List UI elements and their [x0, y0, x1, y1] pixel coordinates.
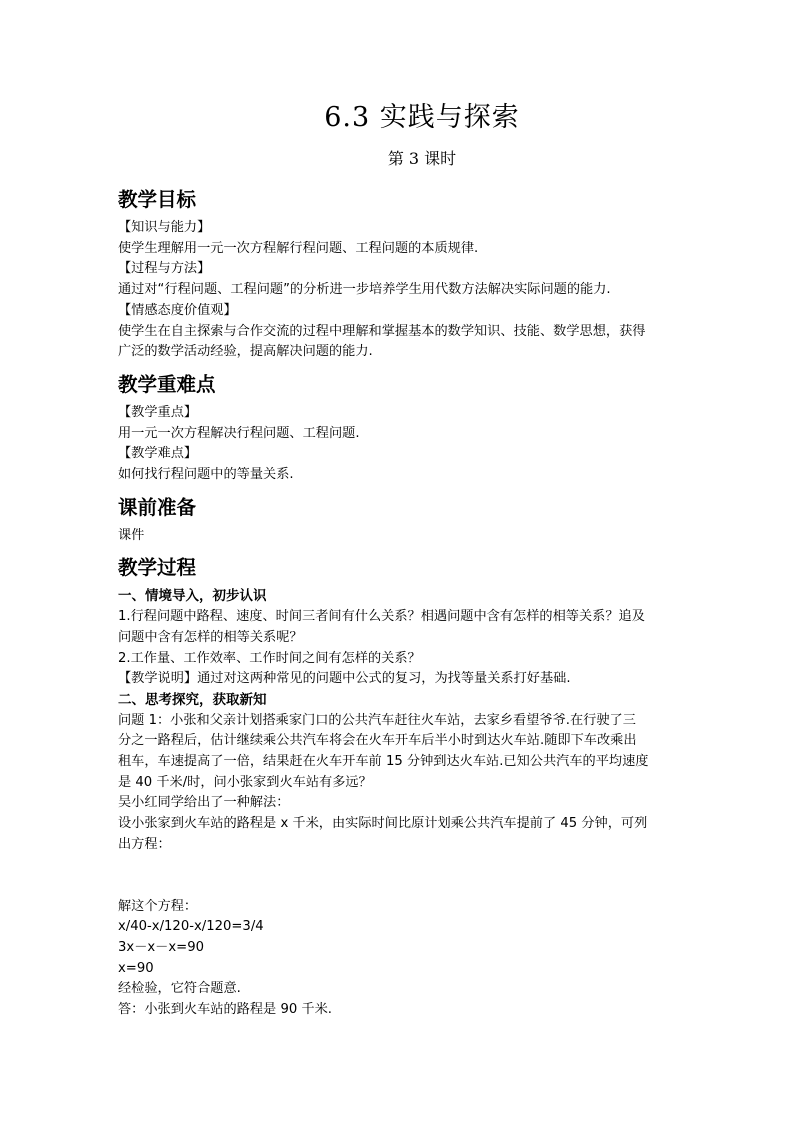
focus-label: 【教学重点】 — [118, 404, 198, 420]
setup-line-2: 出方程： — [118, 836, 171, 852]
setup-line-1: 设小张家到火车站的路程是 x 千米，由实际时间比原计划乘公共汽车提前了 45 分钟，可列 — [118, 816, 648, 832]
step1-question2: 2.工作量、工作效率、工作时间之间有怎样的关系？ — [118, 650, 421, 666]
equation-3: x=90 — [118, 960, 154, 976]
process-heading: 教学过程 — [118, 556, 197, 580]
equation-placeholder-space — [118, 856, 678, 897]
preparation-heading: 课前准备 — [118, 495, 197, 519]
difficulty-label: 【教学难点】 — [118, 446, 198, 462]
attitude-text-line-1: 使学生在自主探索与合作交流的过程中理解和掌握基本的数学知识、技能、数学思想，获得 — [118, 323, 646, 339]
problem1-line-4: 是 40 千米/时，问小张家到火车站有多远？ — [118, 774, 372, 790]
focus-text: 用一元一次方程解决行程问题、工程问题. — [118, 425, 360, 441]
process-label: 【过程与方法】 — [118, 261, 211, 277]
attitude-text-line-2: 广泛的数学活动经验，提高解决问题的能力. — [118, 344, 373, 360]
preparation-text: 课件 — [118, 527, 145, 543]
method-intro: 吴小红同学给出了一种解法： — [118, 795, 290, 811]
step1-question1-line-2: 问题中含有怎样的相等关系呢？ — [118, 629, 303, 645]
step1-question1-line-1: 1.行程问题中路程、速度、时间三者间有什么关系？相遇问题中含有怎样的相等关系？追及 — [118, 609, 645, 625]
equation-1: x/40-x/120-x/120=3/4 — [118, 919, 264, 935]
step1-heading: 一、情境导入，初步认识 — [118, 588, 267, 605]
knowledge-label: 【知识与能力】 — [118, 220, 211, 235]
knowledge-text: 使学生理解用一元一次方程解行程问题、工程问题的本质规律. — [118, 240, 479, 256]
objectives-heading: 教学目标 — [118, 188, 197, 211]
step1-note: 【教学说明】通过对这两种常见的问题中公式的复习，为找等量关系打好基础. — [118, 671, 571, 687]
equation-2: 3x－x－x=90 — [118, 939, 205, 955]
check-text: 经检验，它符合题意. — [118, 981, 241, 997]
problem1-line-1: 问题 1：小张和父亲计划搭乘家门口的公共汽车赶往火车站，去家乡看望爷爷.在行驶了三 — [118, 712, 636, 728]
lesson-subtitle: 第 3 课时 — [387, 149, 457, 168]
problem1-line-2: 分之一路程后，估计继续乘公共汽车将会在火车开车后半小时到达火车站.随即下车改乘出 — [118, 733, 637, 749]
key-points-heading: 教学重难点 — [118, 372, 216, 396]
solve-intro: 解这个方程： — [118, 898, 198, 914]
process-text: 通过对“行程问题、工程问题”的分析进一步培养学生用代数方法解决实际问题的能力. — [118, 282, 611, 298]
problem1-line-3: 租车，车速提高了一倍，结果赶在火车开车前 15 分钟到达火车站.已知公共汽车的平均速度 — [118, 754, 649, 770]
lesson-title: 6.3 实践与探索 — [324, 102, 520, 133]
lesson-content — [118, 186, 678, 1021]
step2-heading: 二、思考探究，获取新知 — [118, 691, 267, 708]
difficulty-text: 如何找行程问题中的等量关系. — [118, 467, 294, 483]
answer-text: 答：小张到火车站的路程是 90 千米. — [118, 1002, 332, 1018]
attitude-label: 【情感态度价值观】 — [118, 302, 237, 318]
